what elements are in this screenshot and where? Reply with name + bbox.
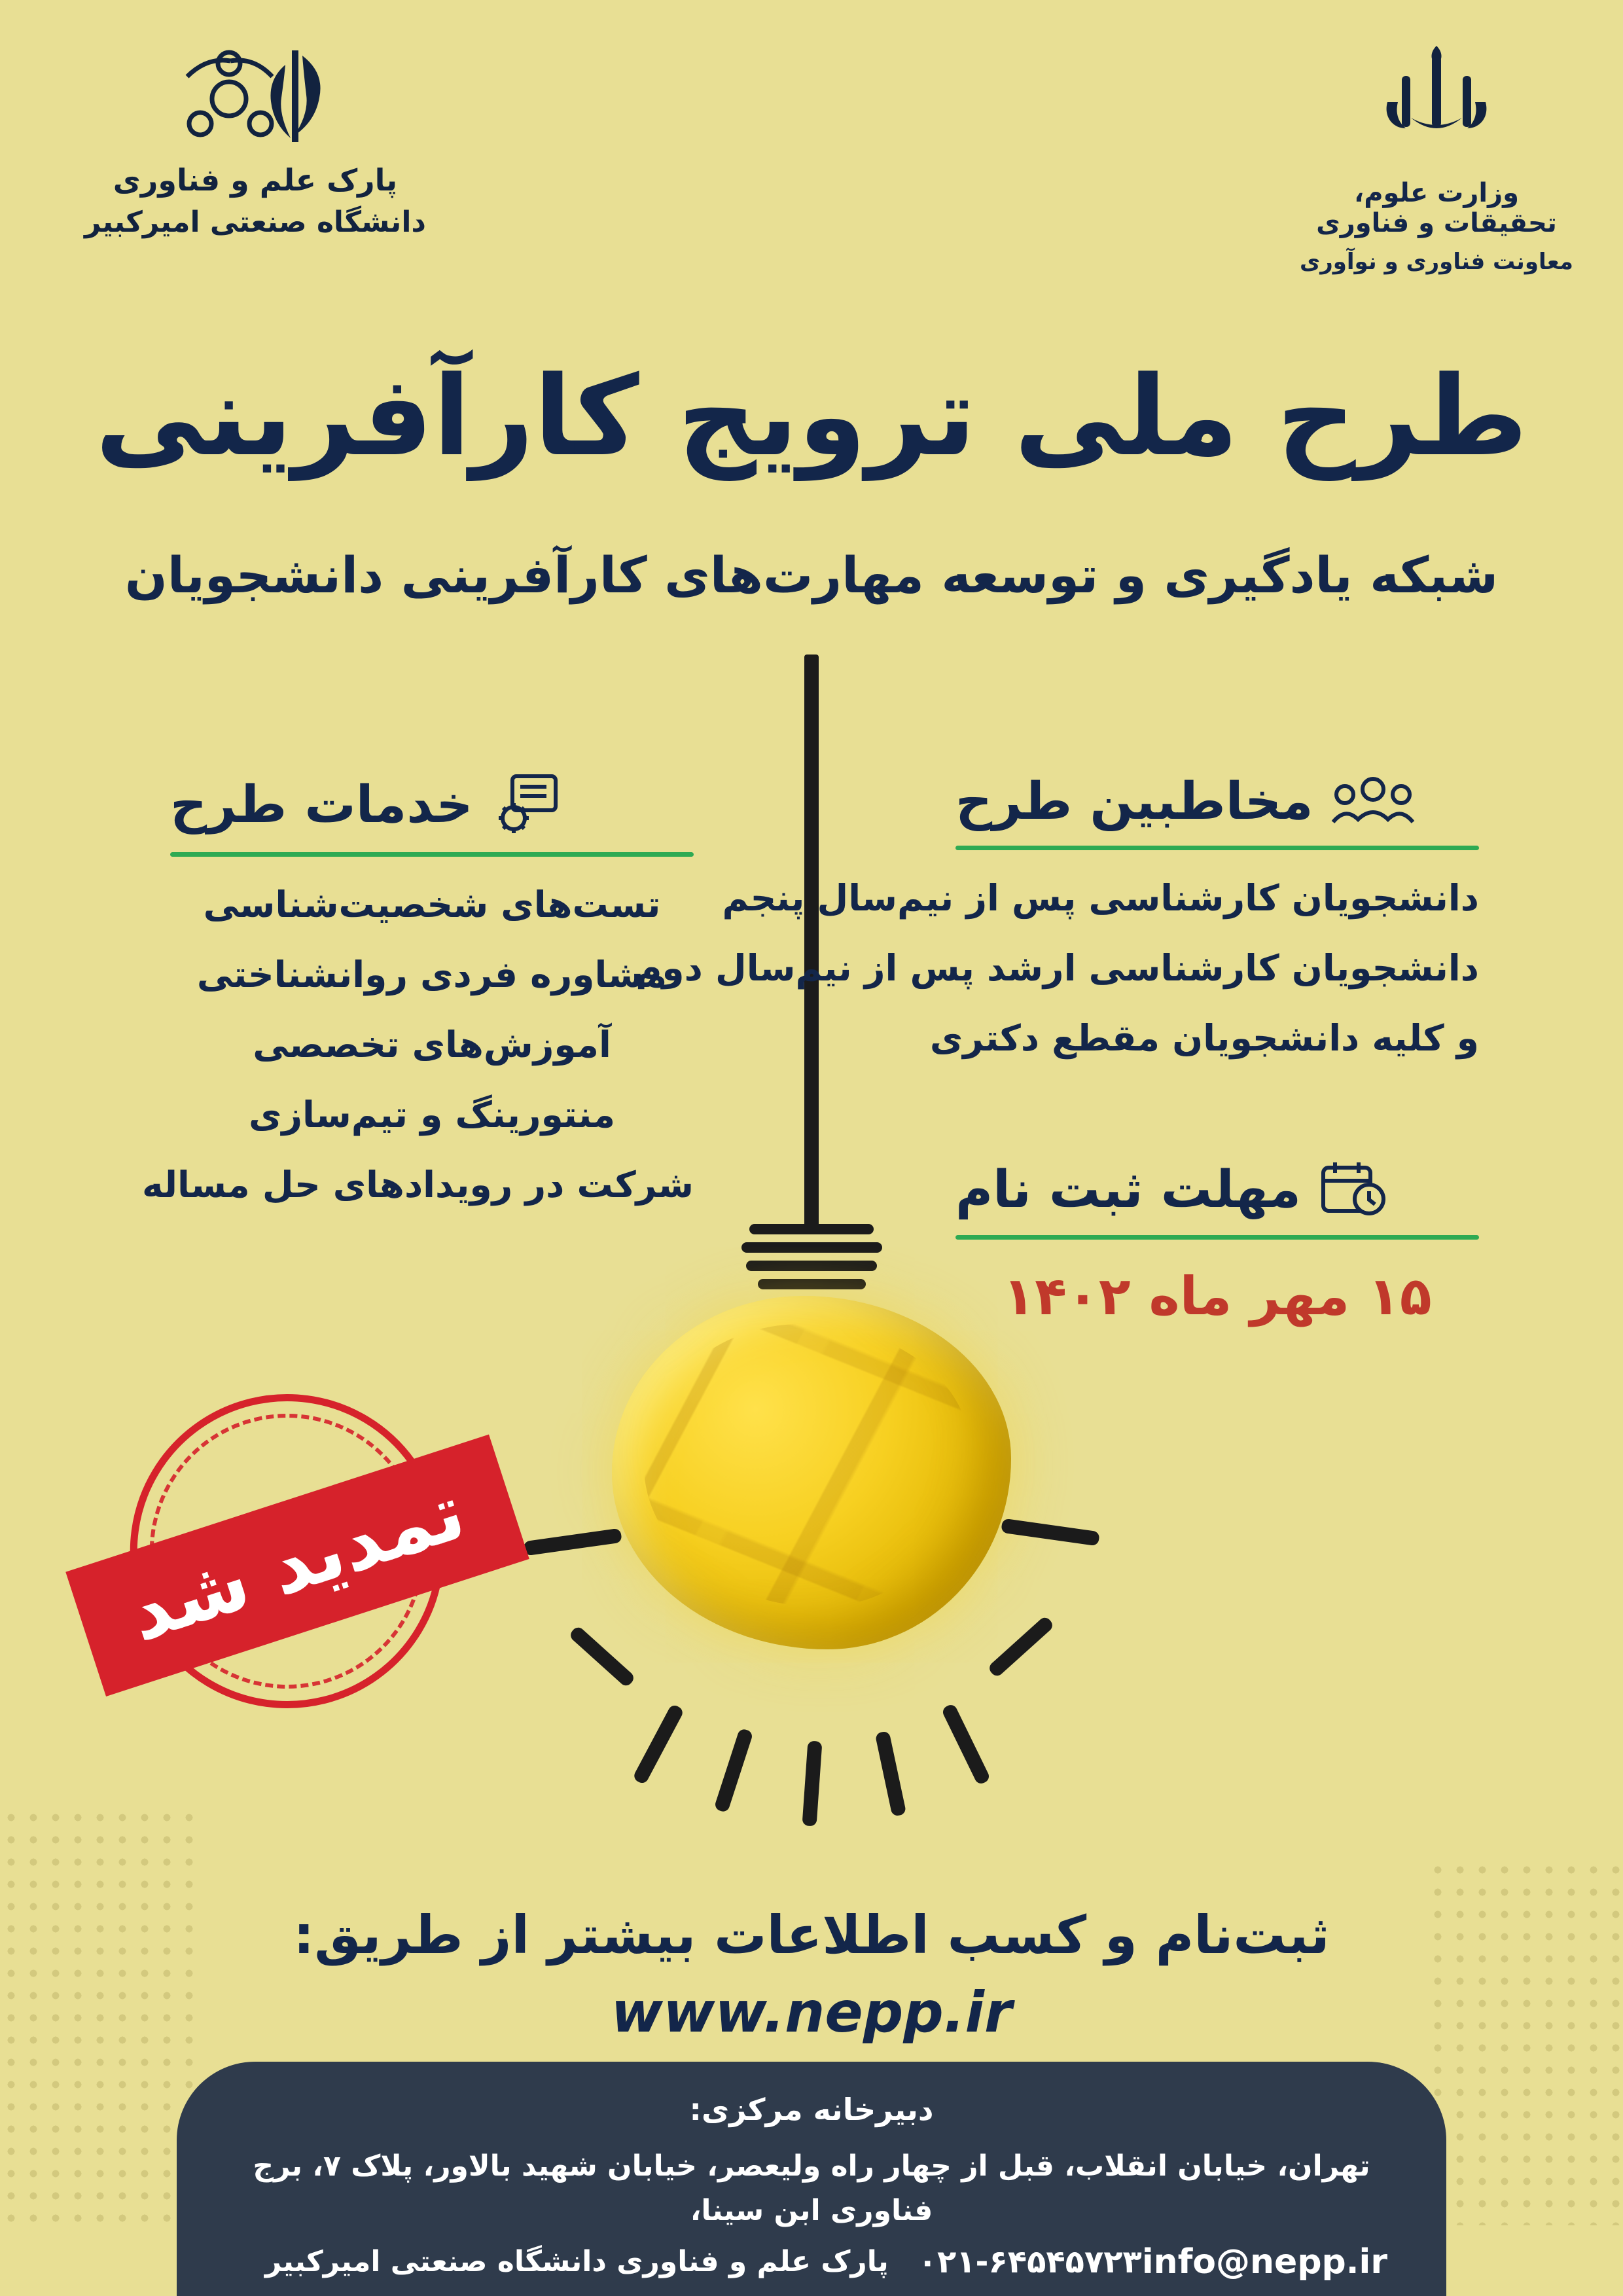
footer-contact-row	[236, 2240, 1387, 2284]
audience-list	[635, 877, 1479, 1059]
footer-phone[interactable]: ۰۲۱-۶۴۵۴۵۷۲۳	[918, 2244, 1142, 2281]
services-list	[142, 884, 694, 1206]
list-item: آموزش‌های تخصصی	[253, 1024, 611, 1066]
ministry-logo-block	[1296, 39, 1577, 275]
deadline-heading-row	[955, 1158, 1479, 1221]
footer-title: دبیرخانه مرکزی:	[689, 2092, 934, 2127]
footer-panel	[177, 2062, 1446, 2296]
footer-email[interactable]: info@nepp.ir	[1141, 2242, 1387, 2282]
list-item: دانشجویان کارشناسی ارشد پس از نیم‌سال دوم	[635, 947, 1479, 989]
services-divider	[170, 852, 694, 857]
deadline-divider	[955, 1235, 1479, 1240]
page-title: طرح ملی ترویج کارآفرینی	[95, 352, 1528, 480]
services-heading-row	[170, 772, 694, 838]
audience-heading-row	[955, 772, 1479, 831]
gear-document-icon	[490, 772, 562, 838]
audience-heading: مخاطبین طرح	[955, 772, 1313, 831]
iran-emblem-icon	[1296, 39, 1577, 160]
calendar-clock-icon	[1318, 1158, 1390, 1221]
footer-address-line-1: تهران، خیابان انقلاب، قبل از چهار راه ولیعصر، خیابان شهید بالاور، پلاک ۷، برج فناوری ابن سینا،	[253, 2149, 1370, 2228]
bulb-cord	[804, 655, 819, 1230]
list-item: و کلیه دانشجویان مقطع دکتری	[929, 1017, 1479, 1059]
list-item: تست‌های شخصیت‌شناسی	[203, 884, 661, 925]
park-line-2: دانشگاه صنعتی امیرکبیر	[84, 206, 426, 239]
ministry-line-1: وزارت علوم، تحقیقات و فناوری	[1316, 178, 1557, 238]
list-item: منتورینگ و تیم‌سازی	[248, 1094, 616, 1136]
cta-section	[0, 1905, 1623, 2045]
science-technology-park-logo-icon	[52, 39, 458, 157]
crumpled-paper-ball	[612, 1296, 1011, 1649]
audience-section	[635, 772, 1479, 1090]
park-line-1: پارک علم و فناوری	[113, 162, 398, 198]
website-link[interactable]: www.nepp.ir	[611, 1980, 1012, 2045]
list-item: مشاوره فردی روانشناختی	[196, 954, 668, 996]
list-item: دانشجویان کارشناسی پس از نیم‌سال پنجم	[722, 877, 1479, 919]
park-logo-block	[52, 39, 458, 239]
page-subtitle: شبکه یادگیری و توسعه مهارت‌های کارآفرینی دانشجویان	[124, 546, 1499, 604]
deadline-heading: مهلت ثبت نام	[955, 1160, 1301, 1219]
list-item: شرکت در رویدادهای حل مساله	[142, 1164, 694, 1206]
services-heading: خدمات طرح	[170, 776, 473, 834]
people-group-icon	[1330, 772, 1416, 831]
audience-divider	[955, 846, 1479, 850]
cta-text: ثبت‌نام و کسب اطلاعات بیشتر از طریق:	[293, 1905, 1330, 1965]
ministry-line-2: معاونت فناوری و نوآوری	[1300, 249, 1573, 275]
deadline-section	[955, 1158, 1479, 1327]
stamp-label: تمدید شد	[65, 1435, 529, 1696]
footer-address-line-2: پارک علم و فناوری دانشگاه صنعتی امیرکبیر	[264, 2245, 889, 2279]
deadline-date: ۱۵ مهر ماه ۱۴۰۲	[1003, 1266, 1432, 1327]
services-section	[142, 772, 694, 1237]
